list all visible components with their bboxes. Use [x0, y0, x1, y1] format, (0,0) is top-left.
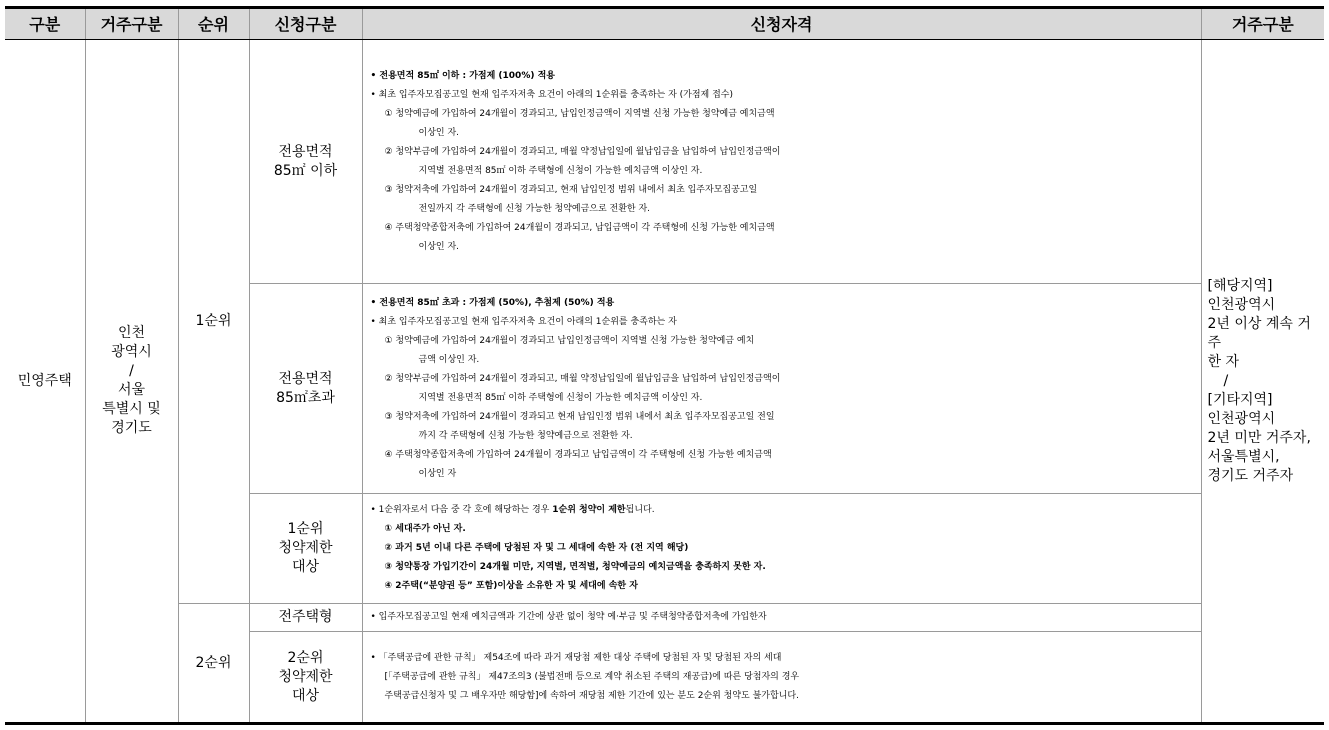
criteria-line: ② 청약부금에 가입하여 24개월이 경과되고, 매월 약정납입일에 월납입금을 납입하여 납입인정금액이 — [384, 373, 781, 384]
restrict-intro-bold: 1순위 청약이 제한 — [552, 505, 626, 515]
criteria-line: 금액 이상인 자. — [418, 354, 480, 365]
apply-type-under85 — [249, 40, 362, 284]
criteria-line: [「주택공급에 관한 규칙」 제47조의3 (불법전매 등으로 계약 취소된 주택의 재공급)에 따른 당첨자의 경우 — [384, 671, 800, 682]
apply-type-label: 전용면적 — [278, 370, 333, 387]
apply-type-label: 85㎡초과 — [276, 389, 335, 406]
criteria-line — [371, 501, 1197, 520]
apply-type-label: 대상 — [291, 559, 320, 575]
header-residence-type-2: 거주구분 — [1201, 8, 1324, 40]
criteria-all-types — [362, 604, 1201, 632]
residence-line: 인천광역시 — [1207, 410, 1276, 427]
restrict-item: ① 세대주가 아닌 자. — [384, 524, 466, 534]
residence-line: 2년 미만 거주자, — [1207, 429, 1311, 446]
criteria-line: 지역별 전용면적 85㎡ 이하 주택형에 신청이 가능한 예치금액 이상인 자. — [418, 165, 703, 176]
header-eligibility: 신청자격 — [362, 8, 1201, 40]
apply-type-label: 청약제한 — [278, 540, 333, 556]
table-row — [5, 604, 1324, 632]
criteria-over85 — [362, 284, 1201, 494]
apply-type-label: 전용면적 — [278, 143, 333, 160]
criteria-line: 이상인 자. — [418, 127, 459, 138]
region-line: 인천 — [117, 325, 146, 341]
restrict-intro: • 1순위자로서 다음 중 각 호에 해당하는 경우 — [370, 505, 553, 515]
criteria-line: ① 청약예금에 가입하여 24개월이 경과되고 납입인정금액이 지역별 신청 가능한 청약예금 예치 — [384, 335, 755, 346]
criteria-under85 — [362, 40, 1201, 284]
region-line: / — [129, 363, 134, 379]
restrict-item: ③ 청약통장 가입기간이 24개월 미만, 지역별, 면적별, 청약예금의 예치금액을 충족하지 못한 자. — [384, 562, 766, 572]
criteria-line: ③ 청약저축에 가입하여 24개월이 경과되고, 현재 납입인정 범위 내에서 최초 입주자모집공고일 — [384, 184, 758, 195]
residence-cell — [1201, 40, 1324, 724]
criteria-line: 이상인 자 — [418, 468, 457, 479]
region-line: 광역시 — [111, 344, 152, 360]
eligibility-table-wrapper — [5, 6, 1324, 725]
criteria-line: • 「주택공급에 관한 규칙」 제54조에 따라 과거 재당첨 제한 대상 주택에 당첨된 자 및 당첨된 자의 세대 — [370, 652, 782, 663]
criteria-line: ② 청약부금에 가입하여 24개월이 경과되고, 매월 약정납입일에 월납입금을 납입하여 납입인정금액이 — [384, 146, 781, 157]
apply-type-label: 2순위 — [287, 649, 324, 666]
residence-line: 인천광역시 — [1207, 296, 1276, 313]
criteria-line: • 전용면적 85㎡ 초과 : 가점제 (50%), 추첨제 (50%) 적용 — [370, 297, 615, 308]
residence-line: [기타지역] — [1207, 391, 1273, 408]
criteria-line: ④ 주택청약종합저축에 가입하여 24개월이 경과되고, 납입금액이 각 주택형에 신청 가능한 예치금액 — [384, 222, 775, 233]
restrict-item: ④ 2주택(“분양권 등” 포함)이상을 소유한 자 및 세대에 속한 자 — [384, 581, 638, 591]
header-rank: 순위 — [178, 8, 249, 40]
table-row — [5, 40, 1324, 284]
criteria-line: 전일까지 각 주택형에 신청 가능한 청약예금으로 전환한 자. — [418, 203, 651, 214]
header-residence-type: 거주구분 — [85, 8, 178, 40]
residence-line: 서울특별시, — [1207, 448, 1280, 465]
header-row — [5, 8, 1324, 40]
header-category: 구분 — [5, 8, 85, 40]
residence-line: 경기도 거주자 — [1207, 467, 1294, 484]
region-line: 특별시 및 — [102, 401, 161, 417]
header-application-type: 신청구분 — [249, 8, 362, 40]
criteria-rank2-restrict — [362, 632, 1201, 724]
criteria-line: 주택공급신청자 및 그 배우자만 해당함]에 속하여 재당첨 제한 기간에 있는 분도 2순위 청약도 불가합니다. — [384, 690, 799, 701]
residence-line: [해당지역] — [1207, 277, 1273, 294]
eligibility-table — [5, 6, 1324, 725]
rank2-cell: 2순위 — [178, 604, 249, 724]
apply-type-label: 85㎡ 이하 — [273, 162, 338, 179]
apply-type-all: 전주택형 — [249, 604, 362, 632]
restrict-intro-end: 됩니다. — [625, 505, 655, 515]
rank1-cell: 1순위 — [178, 40, 249, 604]
region-cell — [85, 40, 178, 724]
criteria-line: • 최초 입주자모집공고일 현재 입주자저축 요건이 아래의 1순위를 충족하는 자 (가점제 접수) — [370, 89, 734, 100]
criteria-line: • 입주자모집공고일 현재 예치금액과 기간에 상관 없이 청약 예·부금 및 주택청약종합저축에 가입한자 — [370, 612, 767, 622]
region-line: 서울 — [117, 382, 146, 398]
residence-line: 2년 이상 계속 거주 — [1207, 315, 1311, 351]
apply-type-rank1-restrict — [249, 494, 362, 604]
region-line: 경기도 — [111, 420, 152, 436]
residence-line: 한 자 — [1207, 353, 1239, 370]
apply-type-over85 — [249, 284, 362, 494]
apply-type-rank2-restrict — [249, 632, 362, 724]
apply-type-label: 대상 — [291, 687, 320, 704]
apply-type-label: 1순위 — [287, 521, 324, 537]
criteria-rank1-restrict — [362, 494, 1201, 604]
criteria-line: 지역별 전용면적 85㎡ 이하 주택형에 신청이 가능한 예치금액 이상인 자. — [418, 392, 703, 403]
criteria-line: 까지 각 주택형에 신청 가능한 청약예금으로 전환한 자. — [418, 430, 633, 441]
restrict-item: ② 과거 5년 이내 다른 주택에 당첨된 자 및 그 세대에 속한 자 (전 지역 해당) — [384, 543, 689, 553]
criteria-line: ④ 주택청약종합저축에 가입하여 24개월이 경과되고 납입금액이 각 주택형에 신청 가능한 예치금액 — [384, 449, 772, 460]
apply-type-label: 청약제한 — [278, 668, 333, 685]
criteria-line: • 전용면적 85㎡ 이하 : 가점제 (100%) 적용 — [370, 70, 555, 81]
criteria-line: ① 청약예금에 가입하여 24개월이 경과되고, 납입인정금액이 지역별 신청 가능한 청약예금 예치금액 — [384, 108, 775, 119]
criteria-line: 이상인 자. — [418, 241, 459, 252]
criteria-line: ③ 청약저축에 가입하여 24개월이 경과되고 현재 납입인정 범위 내에서 최초 입주자모집공고일 전일 — [384, 411, 775, 422]
category-cell: 민영주택 — [5, 40, 85, 724]
residence-line: / — [1223, 372, 1229, 389]
criteria-line: • 최초 입주자모집공고일 현재 입주자저축 요건이 아래의 1순위를 충족하는 자 — [370, 316, 677, 327]
